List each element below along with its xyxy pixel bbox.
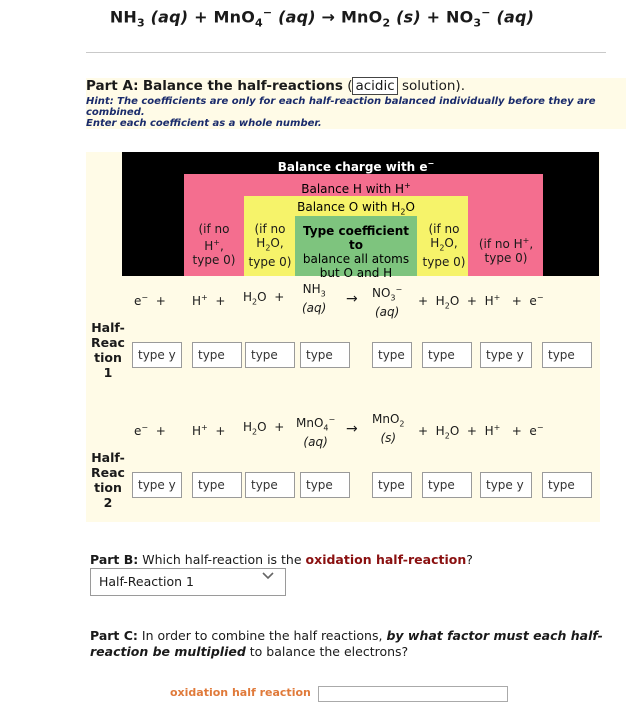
r2-electron-left: e− + [134,423,166,438]
part-c-prompt: Part C: In order to combine the half reactions, by what factor must each half-reaction be multiplied to balance the electrons? [90,628,603,659]
r2-h-right-input[interactable]: type y [480,472,532,498]
reaction-equation: $NH_3$ (aq) + MnO$_4$− (aq) → MnO$_2$ $(s) + NO_3^-$ (aq) [109,6,535,30]
divider [86,52,606,53]
col-header-h2o-left: (if no $H_2O$, type 0) [248,222,292,270]
part-b-prompt: Part B: Which half-reaction is the oxidation half-reaction? [90,552,473,567]
r1-proton-left: H+ + [192,293,226,308]
r1-h2o-left-input[interactable]: type [245,342,295,368]
r2-arrow: → [346,421,358,437]
r1-arrow: → [346,291,358,307]
r2-h-left-input[interactable]: type [192,472,242,498]
r2-product: MnO$_2$ (s) [372,412,405,446]
col-header-e-right: (if no e−, type 0) [546,224,596,269]
r1-h-left-input[interactable]: type [192,342,242,368]
r1-water-left: $H_2O$ + [243,290,285,307]
part-a-instruction: Enter each coefficient as a whole number. [86,118,322,129]
col-header-h-right: (if no H+, type 0) [478,236,534,265]
col-header-e-left: (if no e−, type 0) [123,234,183,263]
r2-water-left: $H_2O$ + [243,420,285,437]
part-a-prompt [86,78,626,129]
half-reaction-1-label: Half- Reac tion 1 [91,320,125,380]
r1-product-coef-input[interactable]: type [372,342,412,368]
half-reaction-2-label: Half- Reac tion 2 [91,450,125,510]
r2-product-coef-input[interactable]: type [372,472,412,498]
r1-h-right-input[interactable]: type y [480,342,532,368]
r2-water-right: + $H_2O + H^+ + e^-$ [418,423,544,441]
r2-reactant: MnO$_4$− (aq) [296,415,336,450]
header-charge-label: Balance charge with e− [277,159,435,174]
r2-e-left-input[interactable]: type y [132,472,182,498]
r1-product: $NO_3^-$ (aq) [372,285,403,320]
r1-reactant: $NH_3$ (aq) [302,282,327,316]
r1-water-right: + $H_2O + H^+ + e^-$ [418,293,544,311]
part-a-hint: Hint: The coefficients are only for each half-reaction balanced individually before they are combined. [86,96,596,118]
r2-proton-left: H+ + [192,423,226,438]
col-header-h2o-right: (if no $H_2O$, type 0) [422,222,466,270]
r2-reactant-coef-input[interactable]: type [300,472,350,498]
acidic-word: acidic [352,77,397,95]
chevron-down-icon [262,570,274,584]
r1-e-right-input[interactable]: type [542,342,592,368]
half-reaction-select[interactable]: Half-Reaction 1 [90,568,286,596]
header-balance-o-label: Balance O with $H_2O$ [297,200,415,217]
part-a-title: Part A: Balance the half-reactions ( acidic solution). [86,78,465,94]
r1-reactant-coef-input[interactable]: type [300,342,350,368]
header-balance-h-label: Balance H with H+ [301,181,411,196]
col-header-h-left: (if no H+, type 0) [192,222,236,267]
r2-h2o-left-input[interactable]: type [245,472,295,498]
r2-h2o-right-input[interactable]: type [422,472,472,498]
r1-h2o-right-input[interactable]: type [422,342,472,368]
header-coefficient-label: Type coefficient to balance all atoms but O and H [302,224,410,280]
r1-e-left-input[interactable]: type y [132,342,182,368]
r2-e-right-input[interactable]: type [542,472,592,498]
cut-off-label: oxidation half reaction [170,686,311,699]
r1-electron-left: e− + [134,293,166,308]
